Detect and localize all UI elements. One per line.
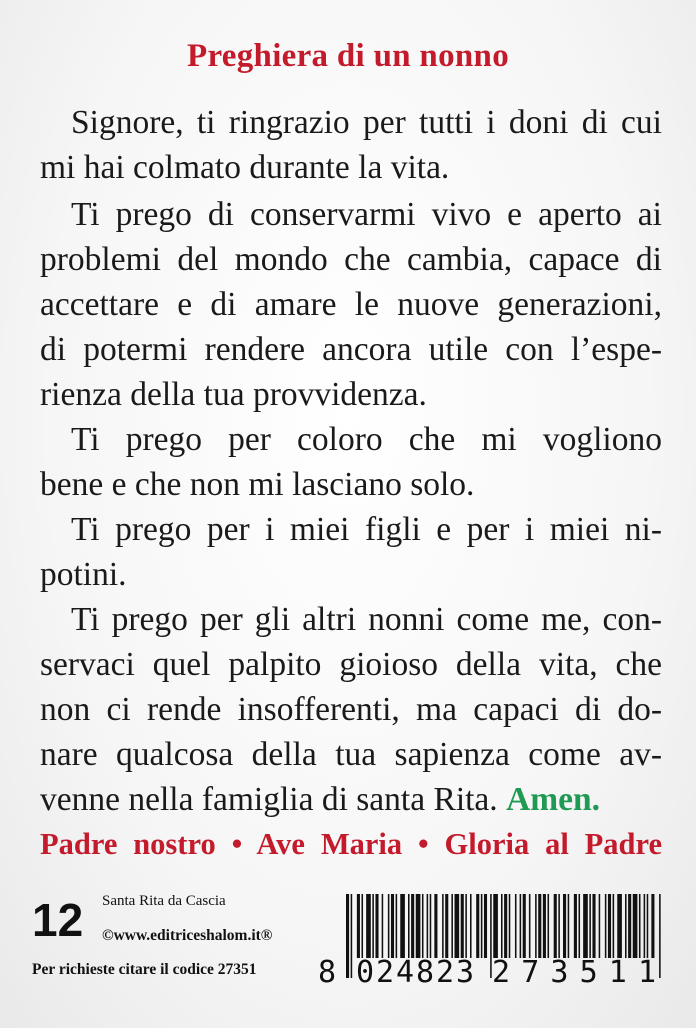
- barcode-bar: [357, 894, 360, 958]
- barcode-bar: [625, 894, 627, 958]
- barcode-bar: [411, 894, 414, 958]
- barcode-bar: [583, 894, 588, 958]
- barcode-bar: [493, 894, 498, 958]
- prayer-line: mi hai colmato durante la vita.: [40, 149, 450, 186]
- prayer-line: rienza della tua provvidenza.: [40, 376, 427, 413]
- barcode-bar: [558, 894, 560, 958]
- barcode-bar: [651, 894, 654, 958]
- barcode-digits-right: 273511: [492, 955, 656, 988]
- bullet-separator: •: [417, 827, 429, 861]
- barcode-bar: [484, 894, 487, 958]
- prayer-title: Preghiera di un nonno: [186, 38, 509, 74]
- barcode-bar: [481, 894, 483, 958]
- prayer-line: nare qualcosa della tua sapienza come av-: [40, 736, 662, 773]
- barcode-bar: [563, 894, 566, 958]
- barcode: [318, 884, 668, 988]
- barcode-bar: [589, 894, 591, 958]
- barcode-bar: [422, 894, 424, 958]
- barcode-bar: [461, 894, 464, 958]
- order-code: Per richieste citare il codice 27351: [32, 961, 257, 978]
- barcode-bar: [515, 894, 517, 958]
- barcode-bar: [644, 894, 646, 958]
- barcode-bar: [375, 894, 378, 958]
- barcode-bar: [659, 894, 661, 978]
- prayer-line: problemi del mondo che cambia, capace di: [40, 241, 662, 278]
- page-number: 12: [32, 894, 84, 946]
- prayer-line: Ti prego per gli altri nonni come me, con-: [71, 601, 662, 638]
- barcode-bar: [599, 894, 601, 958]
- barcode-bar: [346, 894, 349, 978]
- barcode-bar: [476, 894, 479, 958]
- barcode-bar: [543, 894, 546, 958]
- prayer-line: di potermi rendere ancora utile con l’espe-: [40, 331, 662, 368]
- prayer-padre-nostro: Padre nostro: [40, 827, 216, 861]
- prayer-line: non ci rende insofferenti, ma capaci di do-: [40, 691, 662, 728]
- bullet-separator: •: [231, 827, 243, 861]
- barcode-bar: [523, 894, 526, 958]
- barcode-digits-left: 024823: [356, 955, 474, 988]
- barcode-bar: [470, 894, 472, 958]
- barcode-bar: [434, 894, 437, 958]
- prayer-ave-maria: Ave Maria: [256, 827, 403, 861]
- barcode-bar: [579, 894, 581, 958]
- barcode-bar: [633, 894, 638, 958]
- prayer-line: Signore, ti ringrazio per tutti i doni di cui: [71, 104, 662, 141]
- barcode-bar: [535, 894, 537, 958]
- barcode-bar: [416, 894, 421, 958]
- barcode-digit-first: 8: [318, 955, 337, 988]
- barcode-bar: [509, 894, 511, 958]
- prayer-line: Ti prego per i miei figli e per i miei ni-: [71, 511, 662, 548]
- barcode-bar: [504, 894, 507, 958]
- barcode-bar: [501, 894, 503, 958]
- barcode-bar: [520, 894, 522, 958]
- barcode-bar: [608, 894, 611, 958]
- barcode-bar: [366, 894, 371, 958]
- barcode-bar: [455, 894, 460, 958]
- prayer-line-final: [40, 780, 662, 822]
- barcode-bar: [351, 894, 353, 978]
- prayer-line: Ti prego di conservarmi vivo e aperto ai: [71, 196, 662, 233]
- barcode-bar: [628, 894, 631, 958]
- barcode-bar: [400, 894, 405, 958]
- amen-text: Amen.: [506, 781, 601, 818]
- prayer-line: venne nella famiglia di santa Rita.: [40, 781, 498, 818]
- barcode-bar: [639, 894, 641, 958]
- barcode-bar: [396, 894, 398, 958]
- barcode-bar: [408, 894, 410, 958]
- prayer-line: servaci quel palpito gioioso della vita, che: [40, 646, 662, 683]
- prayers-list: [40, 827, 662, 862]
- barcode-bar: [605, 894, 607, 958]
- barcode-bar: [391, 894, 394, 958]
- barcode-bar: [388, 894, 390, 958]
- publisher-website: ©www.editriceshalom.it®: [102, 927, 273, 944]
- barcode-bar: [372, 894, 374, 958]
- barcode-graphic: [318, 884, 668, 988]
- barcode-bar: [451, 894, 453, 958]
- barcode-bar: [430, 894, 432, 958]
- barcode-bar: [617, 894, 622, 958]
- barcode-bar: [362, 894, 364, 958]
- barcode-bar: [554, 894, 557, 958]
- prayer-line: bene e che non mi lasciano solo.: [40, 466, 475, 503]
- barcode-bar: [382, 894, 384, 958]
- barcode-bar: [574, 894, 577, 958]
- barcode-bar: [592, 894, 595, 958]
- barcode-bar: [548, 894, 550, 958]
- prayer-line: Ti prego per coloro che mi vogliono: [71, 421, 662, 458]
- barcode-bar: [427, 894, 429, 958]
- barcode-bar: [568, 894, 570, 958]
- barcode-bar: [529, 894, 531, 958]
- barcode-bar: [442, 894, 444, 958]
- barcode-bar: [465, 894, 467, 958]
- barcode-bar: [538, 894, 541, 958]
- barcode-bar: [613, 894, 615, 958]
- shrine-name: Santa Rita da Cascia: [102, 893, 226, 909]
- barcode-bar: [445, 894, 448, 958]
- prayer-gloria-al-padre: Gloria al Padre: [444, 827, 663, 861]
- prayer-line: potini.: [40, 556, 127, 593]
- barcode-bar: [647, 894, 649, 958]
- prayer-line: accettare e di amare le nuove generazioni,: [40, 286, 662, 323]
